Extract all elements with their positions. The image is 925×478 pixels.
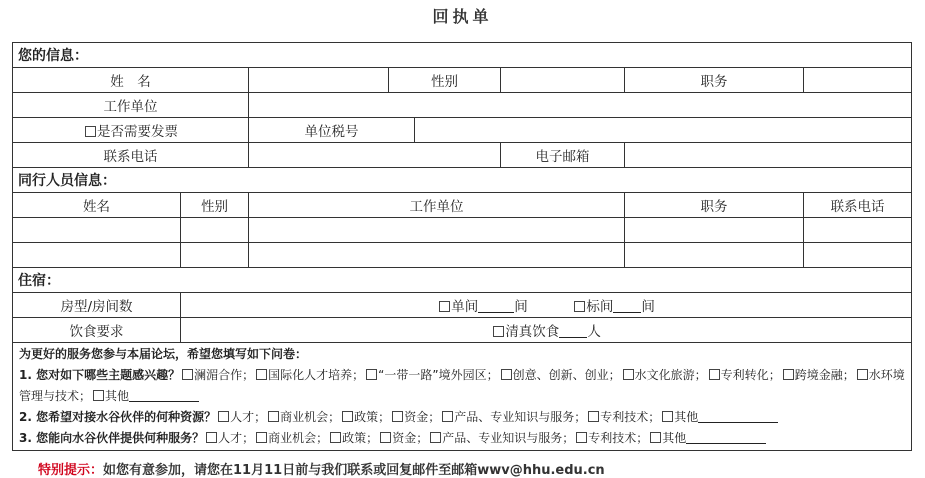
option-label: 产品、专业知识与服务 [442,431,563,445]
option-label: 商业机会 [268,431,317,445]
halal-unit: 人 [587,324,601,340]
separator: ； [352,368,365,382]
option-checkbox[interactable] [218,411,229,422]
option-label: 创意、创新、创业 [512,368,609,382]
survey-intro: 为更好的服务您参与本届论坛，希望您填写如下问卷： [19,347,308,361]
option-checkbox[interactable] [501,369,512,380]
separator: ； [428,410,441,424]
option-label: 资金 [392,431,417,445]
section-companions-header: 同行人员信息： [13,168,912,193]
companion-phone-input[interactable] [804,218,912,243]
halal-checkbox[interactable] [493,326,504,337]
halal-label: 清真饮食 [505,324,560,340]
phone-input[interactable] [249,143,501,168]
companion-row [13,243,912,268]
notice-highlight: 特别提示： [38,463,104,478]
option-checkbox[interactable] [93,390,104,401]
standard-room-count-field[interactable] [613,300,641,313]
halal-count-field[interactable] [559,325,587,338]
separator: ； [574,410,587,424]
option-checkbox[interactable] [430,432,441,443]
tax-number-input[interactable] [415,118,912,143]
single-room-checkbox[interactable] [439,301,450,312]
email-label: 电子邮箱 [501,143,625,168]
survey-section [13,343,912,451]
option-label: 跨境金融 [794,368,843,382]
companion-col-position: 职务 [625,193,804,218]
companion-gender-input[interactable] [181,218,249,243]
companion-position-input[interactable] [625,243,804,268]
option-label: 水环境管理与技术 [19,368,905,403]
option-label: 专利转化 [720,368,769,382]
name-input[interactable] [249,68,389,93]
companion-col-gender: 性别 [181,193,249,218]
companion-gender-input[interactable] [181,243,249,268]
option-label: 人才 [230,410,255,424]
option-label: 其他 [674,410,699,424]
separator: ； [648,410,661,424]
option-checkbox[interactable] [392,411,403,422]
companion-phone-input[interactable] [804,243,912,268]
survey-question-3-text: 3. 您能向水谷伙伴提供何种服务？ [19,431,205,445]
standard-room-unit: 间 [641,299,655,315]
option-checkbox[interactable] [256,369,267,380]
separator: ； [378,410,391,424]
survey-question-2-text: 2. 您希望对接水谷伙伴的何种资源？ [19,410,217,424]
single-room-label: 单间 [451,299,479,315]
reply-form-table [12,42,912,451]
option-checkbox[interactable] [623,369,634,380]
option-checkbox[interactable] [783,369,794,380]
tax-number-label: 单位税号 [249,118,415,143]
position-label: 职务 [625,68,804,93]
separator: ； [486,368,499,382]
option-label: 政策 [342,431,367,445]
company-label: 工作单位 [13,93,249,118]
option-label: 人才 [218,431,243,445]
section-personal-header: 您的信息： [13,43,912,68]
option-checkbox[interactable] [342,411,353,422]
option-label: 澜湄合作 [194,368,243,382]
separator: ； [328,410,341,424]
option-checkbox[interactable] [330,432,341,443]
phone-label: 联系电话 [13,143,249,168]
room-type-options [181,293,912,318]
option-label: 其他 [105,389,130,403]
other-input-field[interactable] [129,389,199,402]
notice-text: 如您有意参加，请您在11月11日前与我们联系或回复邮件至邮箱wwv@hhu.edu.cn [103,463,605,478]
invoice-cell [13,118,249,143]
option-label: 国际化人才培养 [268,368,353,382]
single-room-count-field[interactable] [478,300,514,313]
separator: ； [842,368,855,382]
separator: ； [242,431,255,445]
option-checkbox[interactable] [268,411,279,422]
option-checkbox[interactable] [256,432,267,443]
option-label: 专利技术 [588,431,637,445]
option-label: 水文化旅游 [634,368,695,382]
separator: ； [79,389,92,403]
companion-col-name: 姓名 [13,193,181,218]
option-checkbox[interactable] [366,369,377,380]
separator: ； [768,368,781,382]
survey-question-2 [19,407,905,428]
companion-company-input[interactable] [249,218,625,243]
invoice-label: 是否需要发票 [97,124,178,140]
option-checkbox[interactable] [182,369,193,380]
gender-input[interactable] [501,68,625,93]
separator: ； [366,431,379,445]
separator: ； [254,410,267,424]
option-checkbox[interactable] [206,432,217,443]
single-room-unit: 间 [514,299,528,315]
option-checkbox[interactable] [650,432,661,443]
option-checkbox[interactable] [588,411,599,422]
diet-label: 饮食要求 [13,318,181,343]
separator: ； [316,431,329,445]
companion-col-phone: 联系电话 [804,193,912,218]
standard-room-checkbox[interactable] [574,301,585,312]
option-checkbox[interactable] [709,369,720,380]
option-checkbox[interactable] [576,432,587,443]
survey-question-1-text: 1. 您对如下哪些主题感兴趣？ [19,368,181,382]
other-input-field[interactable] [686,431,766,444]
companion-name-input[interactable] [13,243,181,268]
survey-question-3 [19,428,905,449]
option-label: 产品、专业知识与服务 [454,410,575,424]
option-checkbox[interactable] [380,432,391,443]
gender-label: 性别 [389,68,501,93]
option-checkbox[interactable] [442,411,453,422]
separator: ； [636,431,649,445]
other-input-field[interactable] [698,410,778,423]
diet-options [181,318,912,343]
separator: ； [608,368,621,382]
special-notice [38,459,605,478]
standard-room-label: 标间 [586,299,614,315]
companion-company-input[interactable] [249,243,625,268]
separator: ； [242,368,255,382]
option-label: “一带一路”境外园区 [378,368,487,382]
option-label: 专利技术 [600,410,649,424]
separator: ； [562,431,575,445]
companion-row [13,218,912,243]
companion-position-input[interactable] [625,218,804,243]
section-lodging-header: 住宿： [13,268,912,293]
companion-name-input[interactable] [13,218,181,243]
form-title: 回执单 [432,7,493,26]
option-label: 政策 [354,410,379,424]
separator: ； [694,368,707,382]
option-checkbox[interactable] [662,411,673,422]
separator: ； [416,431,429,445]
position-input[interactable] [804,68,912,93]
room-type-label: 房型/房间数 [13,293,181,318]
option-label: 其他 [662,431,687,445]
survey-question-1 [19,365,905,407]
option-label: 商业机会 [280,410,329,424]
option-checkbox[interactable] [857,369,868,380]
companion-col-company: 工作单位 [249,193,625,218]
option-label: 资金 [404,410,429,424]
name-label: 姓 名 [13,68,249,93]
invoice-checkbox[interactable] [85,126,96,137]
email-input[interactable] [625,143,912,168]
company-input[interactable] [249,93,912,118]
